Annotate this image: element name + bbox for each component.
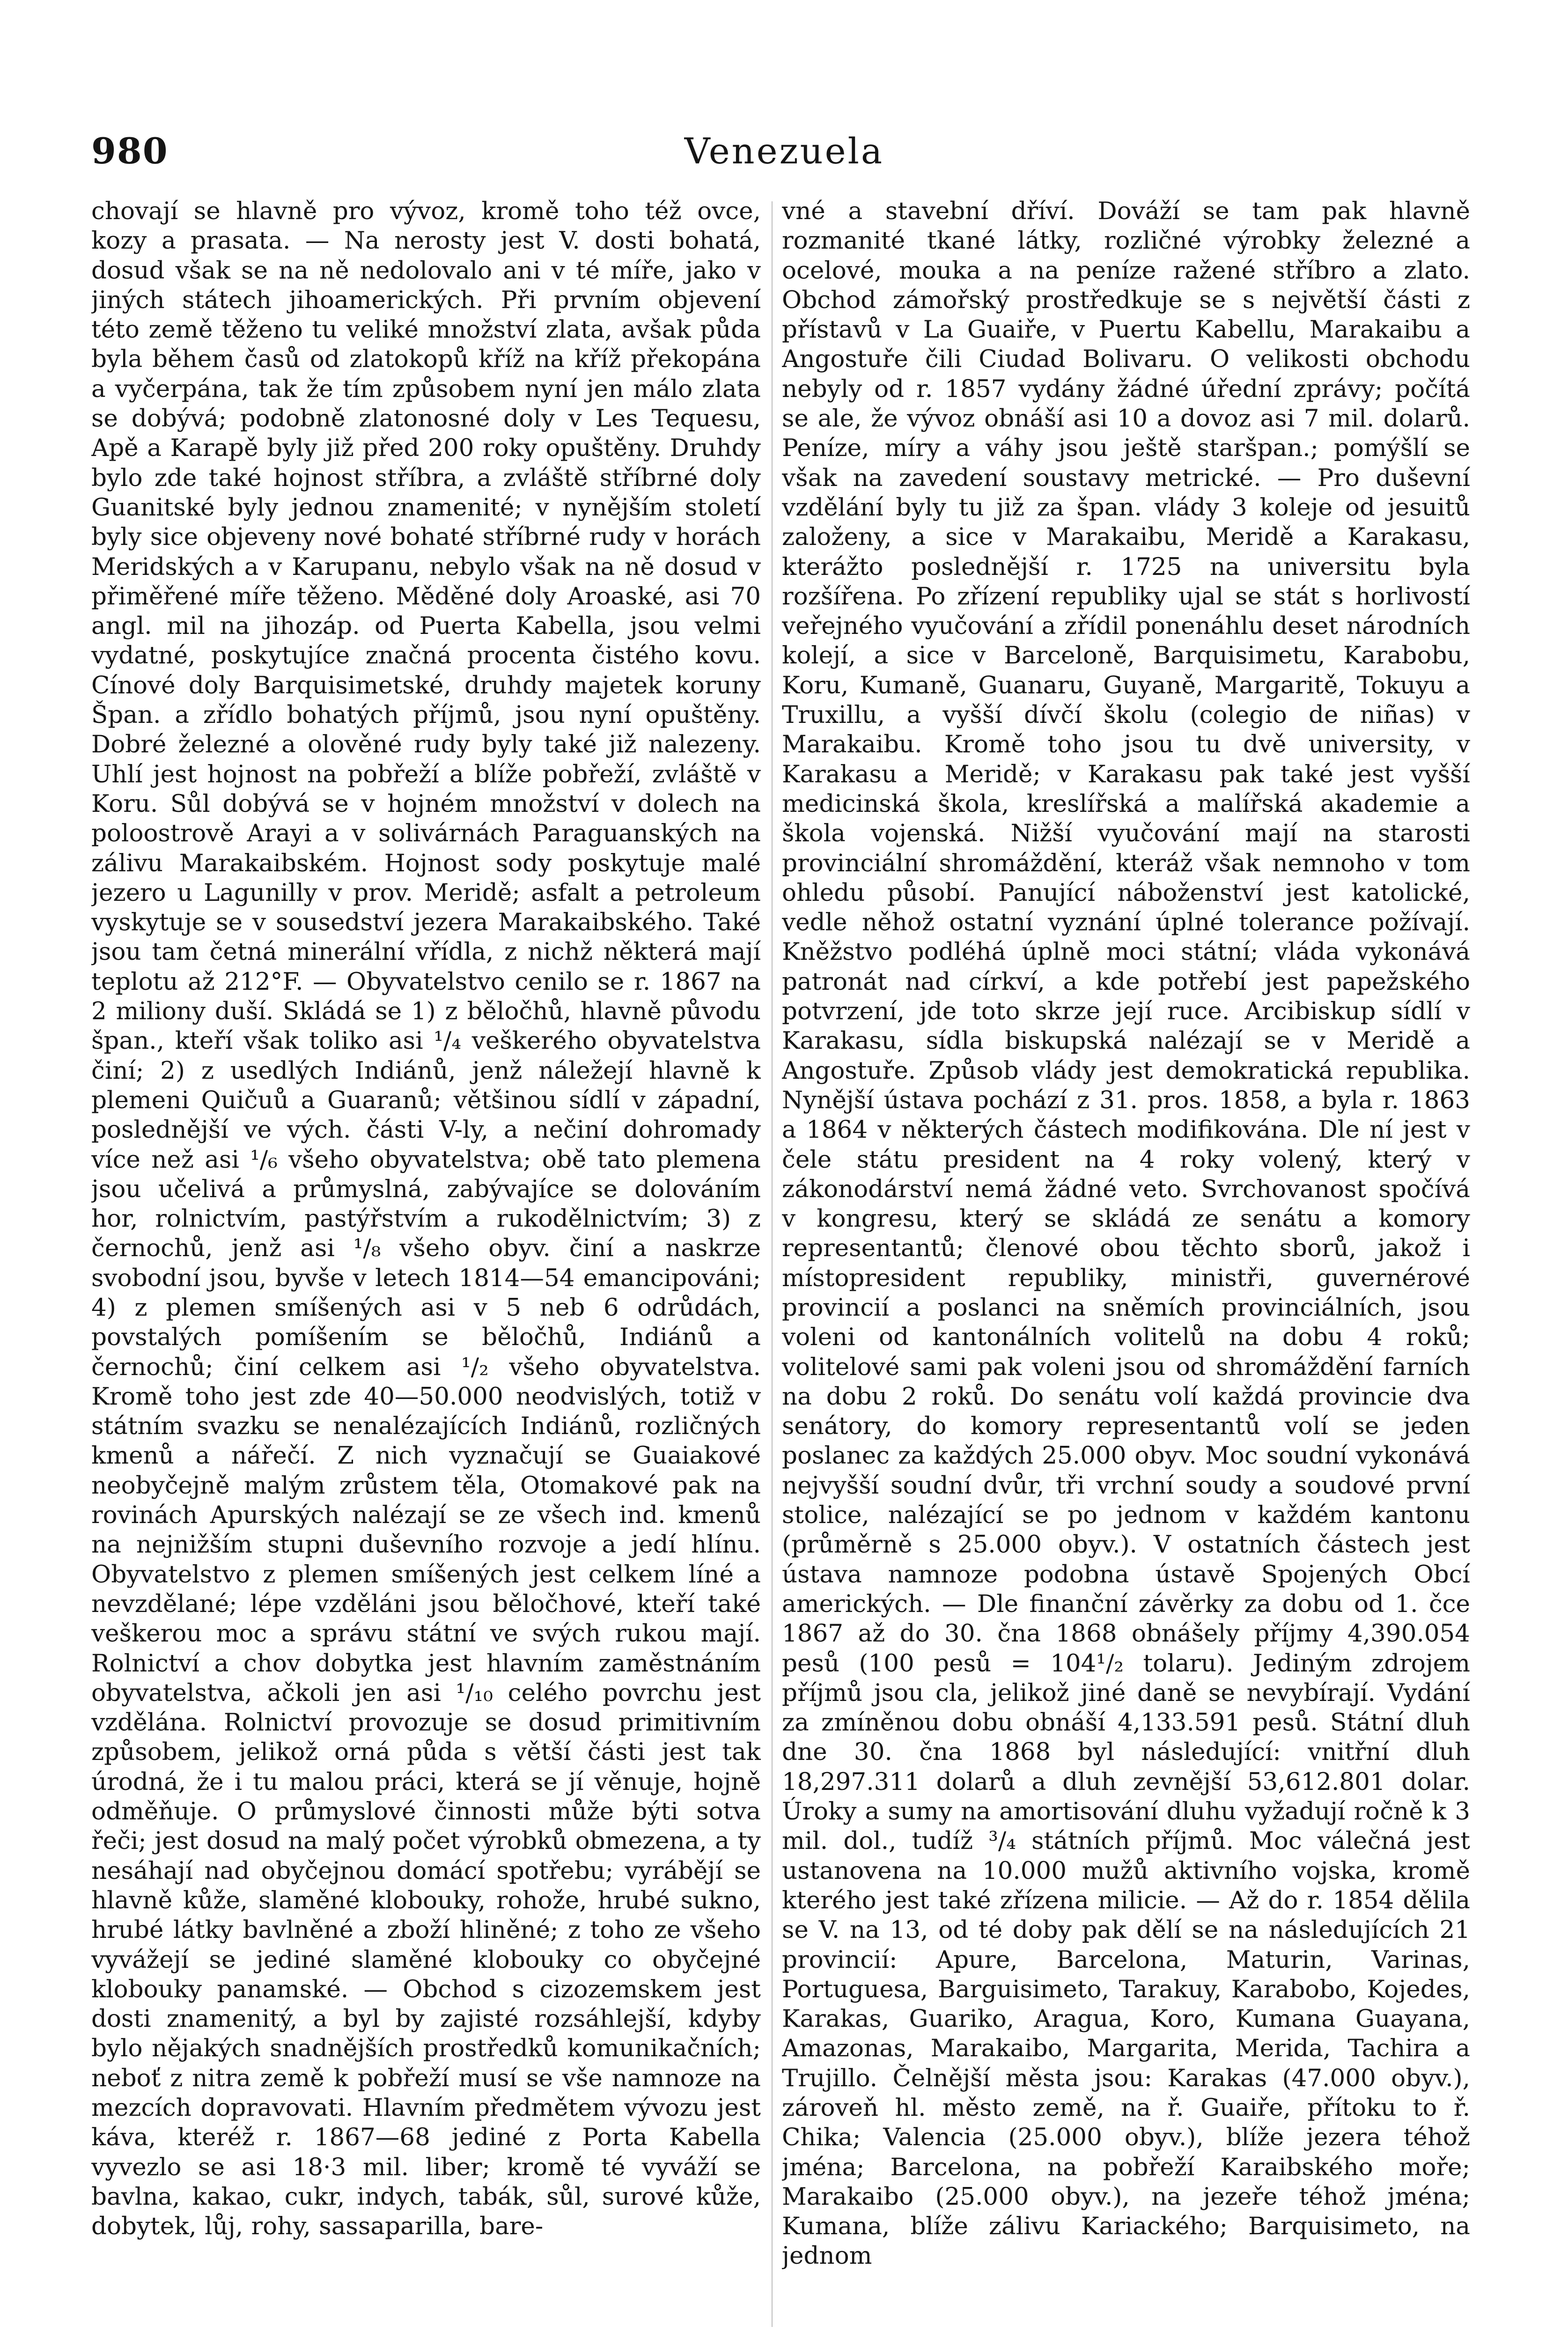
page-title: Venezuela [684,130,884,172]
text-column-right [782,197,1470,2332]
column-divider [772,201,773,2327]
page-number: 980 [91,130,169,172]
left-column-text: chovají se hlavně pro vývoz, kromě toho též ovce, kozy a prasata. — Na nerosty jest V. dosti bohatá, dosud však se na ně nedolovalo ani v té míře, jako v jiných státech jihoamerických. Při prvním objevení této země těženo tu veliké množství zlata, avšak půda byla během časů od zlatokopů kříž na kříž překopána a vyčerpána, tak že tím způsobem nyní jen málo zlata se dobývá; podobně zlatonosné doly v Les Tequesu, Apě a Karapě byly již před 200 roky opuštěny. Druhdy bylo zde také hojnost stříbra, a zvláště stříbrné doly Guanitské byly jednou znamenité; v nynějším století byly sice objeveny nové bohaté stříbrné rudy v horách Meridských a v Karupanu, nebylo však na ně dosud v přiměřené míře těženo. Měděné doly Aroaské, asi 70 angl. mil na jihozáp. od Puerta Kabella, jsou velmi vydatné, poskytujíce značná procenta čistého kovu. Cínové doly Barquisimetské, druhdy majetek koruny Špan. a zřídlo bohatých příjmů, jsou nyní opuštěny. Dobré železné a olověné rudy byly také již nalezeny. Uhlí jest hojnost na pobřeží a blíže pobřeží, zvláště v Koru. Sůl dobývá se v hojném množství v dolech na poloostrově Arayi a v solivárnách Paraguanských na zálivu Marakaibském. Hojnost sody poskytuje malé jezero u Lagunilly v prov. Meridě; asfalt a petroleum vyskytuje se v sousedství jezera Marakaibského. Také jsou tam četná minerální vřídla, z nichž některá mají teplotu až 212°F. — Obyvatelstvo cenilo se r. 1867 na 2 miliony duší. Skládá se 1) z běločhů, hlavně původu špan., kteří však toliko asi ¹/₄ veškerého obyvatelstva činí; 2) z usedlých Indiánů, jenž náležejí hlavně k plemeni Quičuů a Guaranů; většinou sídlí v západní, poslednější ve vých. části V-ly, a nečiní dohromady více než asi ¹/₆ všeho obyvatelstva; obě tato plemena jsou učelivá a průmyslná, zabývajíce se dolováním hor, rolnictvím, pastýřstvím a rukodělnictvím; 3) z černochů, jenž asi ¹/₈ všeho obyv. činí a naskrze svobodní jsou, byvše v letech 1814—54 emancipováni; 4) z plemen smíšených asi v 5 neb 6 odrůdách, povstalých pomíšením se běločhů, Indiánů a černochů; činí celkem asi ¹/₂ všeho obyvatelstva. Kromě toho jest zde 40—50.000 neodvislých, totiž v státním svazku se nenalézajících Indiánů, rozličných kmenů a nářečí. Z nich vyznačují se Guaiakové neobyčejně malým zrůstem těla, Otomakové pak na rovinách Apurských nalézají se ze všech ind. kmenů na nejnižším stupni duševního rozvoje a jedí hlínu. Obyvatelstvo z plemen smíšených jest celkem líné a nevzdělané; lépe vzděláni jsou běločhové, kteří také veškerou moc a správu státní ve svých rukou mají. Rolnictví a chov dobytka jest hlavním zaměstnáním obyvatelstva, ačkoli jen asi ¹/₁₀ celého povrchu jest vzdělána. Rolnictví provozuje se dosud primitivním způsobem, jelikož orná půda s větší části jest tak úrodná, že i tu malou práci, která se jí věnuje, hojně odměňuje. O průmyslové činnosti může býti sotva řeči; jest dosud na malý počet výrobků obmezena, a ty nesáhají nad obyčejnou domácí spotřebu; vyrábějí se hlavně kůže, slaměné klobouky, rohože, hrubé sukno, hrubé látky bavlněné a zboží hliněné; z toho ze všeho vyvážejí se jediné slaměné klobouky co obyčejné klobouky panamské. — Obchod s cizozemskem jest dosti znamenitý, a byl by zajisté rozsáhlejší, kdyby bylo nějakých snadnějších prostředků komunikačních; neboť z nitra země k pobřeží musí se vše namnoze na mezcích dopravovati. Hlavním předmětem vývozu jest káva, kteréž r. 1867—68 jediné z Porta Kabella vyvezlo se asi 18·3 mil. liber; kromě té vyváží se bavlna, kakao, cukr, indych, tabák, sůl, surové kůže, dobytek, lůj, rohy, sassaparilla, bare- [91,197,761,2241]
page-header [91,125,1477,182]
right-column-text: vné a stavební dříví. Dováží se tam pak hlavně rozmanité tkané látky, rozličné výrobky železné a ocelové, mouka a na peníze ražené stříbro a zlato. Obchod zámořský prostředkuje se s největší části z přístavů v La Guaiře, v Puertu Kabellu, Marakaibu a Angostuře čili Ciudad Bolivaru. O velikosti obchodu nebyly od r. 1857 vydány žádné úřední zprávy; počítá se ale, že vývoz obnáší asi 10 a dovoz asi 7 mil. dolarů. Peníze, míry a váhy jsou ještě staršpan.; pomýšlí se však na zavedení soustavy metrické. — Pro duševní vzdělání byly tu již za špan. vlády 3 koleje od jesuitů založeny, a sice v Marakaibu, Meridě a Karakasu, kterážto poslednější r. 1725 na universitu byla rozšířena. Po zřízení republiky ujal se stát s horlivostí veřejného vyučování a zřídil ponenáhlu deset národních kolejí, a sice v Barceloně, Barquisimetu, Karabobu, Koru, Kumaně, Guanaru, Guyaně, Margaritě, Tokuyu a Truxillu, a vyšší dívčí školu (colegio de niñas) v Marakaibu. Kromě toho jsou tu dvě university, v Karakasu a Meridě; v Karakasu pak také jest vyšší medicinská škola, kreslířská a malířská akademie a škola vojenská. Nižší vyučování mají na starosti provinciální shromáždění, kteráž však nemnoho v tom ohledu působí. Panující náboženství jest katolické, vedle něhož ostatní vyznání úplné tolerance požívají. Kněžstvo podléhá úplně moci státní; vláda vykonává patronát nad církví, a kde potřebí jest papežského potvrzení, jde toto skrze její ruce. Arcibiskup sídlí v Karakasu, sídla biskupská nalézají se v Meridě a Angostuře. Způsob vlády jest demokratická republika. Nynější ústava pochází z 31. pros. 1858, a byla r. 1863 a 1864 v některých částech modifikována. Dle ní jest v čele státu president na 4 roky volený, který v zákonodárství nemá žádné veto. Svrchovanost spočívá v kongresu, který se skládá ze senátu a komory representantů; členové obou těchto sborů, jakož i místopresident republiky, ministři, guvernérové provincií a poslanci na sněmích provinciálních, jsou voleni od kantonálních volitelů na dobu 4 roků; volitelové sami pak voleni jsou od shromáždění farních na dobu 2 roků. Do senátu volí každá provincie dva senátory, do komory representantů volí se jeden poslanec za každých 25.000 obyv. Moc soudní vykonává nejvyšší soudní dvůr, tři vrchní soudy a soudové první stolice, nalézající se po jednom v každém kantonu (průměrně s 25.000 obyv.). V ostatních částech jest ústava namnoze podobna ústavě Spojených Obcí amerických. — Dle finanční závěrky za dobu od 1. čce 1867 až do 30. čna 1868 obnášely příjmy 4,390.054 pesů (100 pesů = 104¹/₂ tolaru). Jediným zdrojem příjmů jsou cla, jelikož jiné daně se nevybírají. Vydání za zmíněnou dobu obnáší 4,133.591 pesů. Státní dluh dne 30. čna 1868 byl následující: vnitřní dluh 18,297.311 dolarů a dluh zevnější 53,612.801 dolar. Úroky a sumy na amortisování dluhu vyžadují ročně k 3 mil. dol., tudíž ³/₄ státních příjmů. Moc válečná jest ustanovena na 10.000 mužů aktivního vojska, kromě kterého jest také zřízena milicie. — Až do r. 1854 dělila se V. na 13, od té doby pak dělí se na následujících 21 provincií: Apure, Barcelona, Maturin, Varinas, Portuguesa, Barguisimeto, Tarakuy, Karabobo, Kojedes, Karakas, Guariko, Aragua, Koro, Kumana Guayana, Amazonas, Marakaibo, Margarita, Merida, Tachira a Trujillo. Čelnější města jsou: Karakas (47.000 obyv.), zároveň hl. město země, na ř. Guaiře, přítoku to ř. Chika; Valencia (25.000 obyv.), blíže jezera téhož jména; Barcelona, na pobřeží Karaibského moře; Marakaibo (25.000 obyv.), na jezeře téhož jména; Kumana, blíže zálivu Kariackého; Barquisimeto, na jednom [782,197,1470,2270]
text-column-left [91,197,761,2332]
